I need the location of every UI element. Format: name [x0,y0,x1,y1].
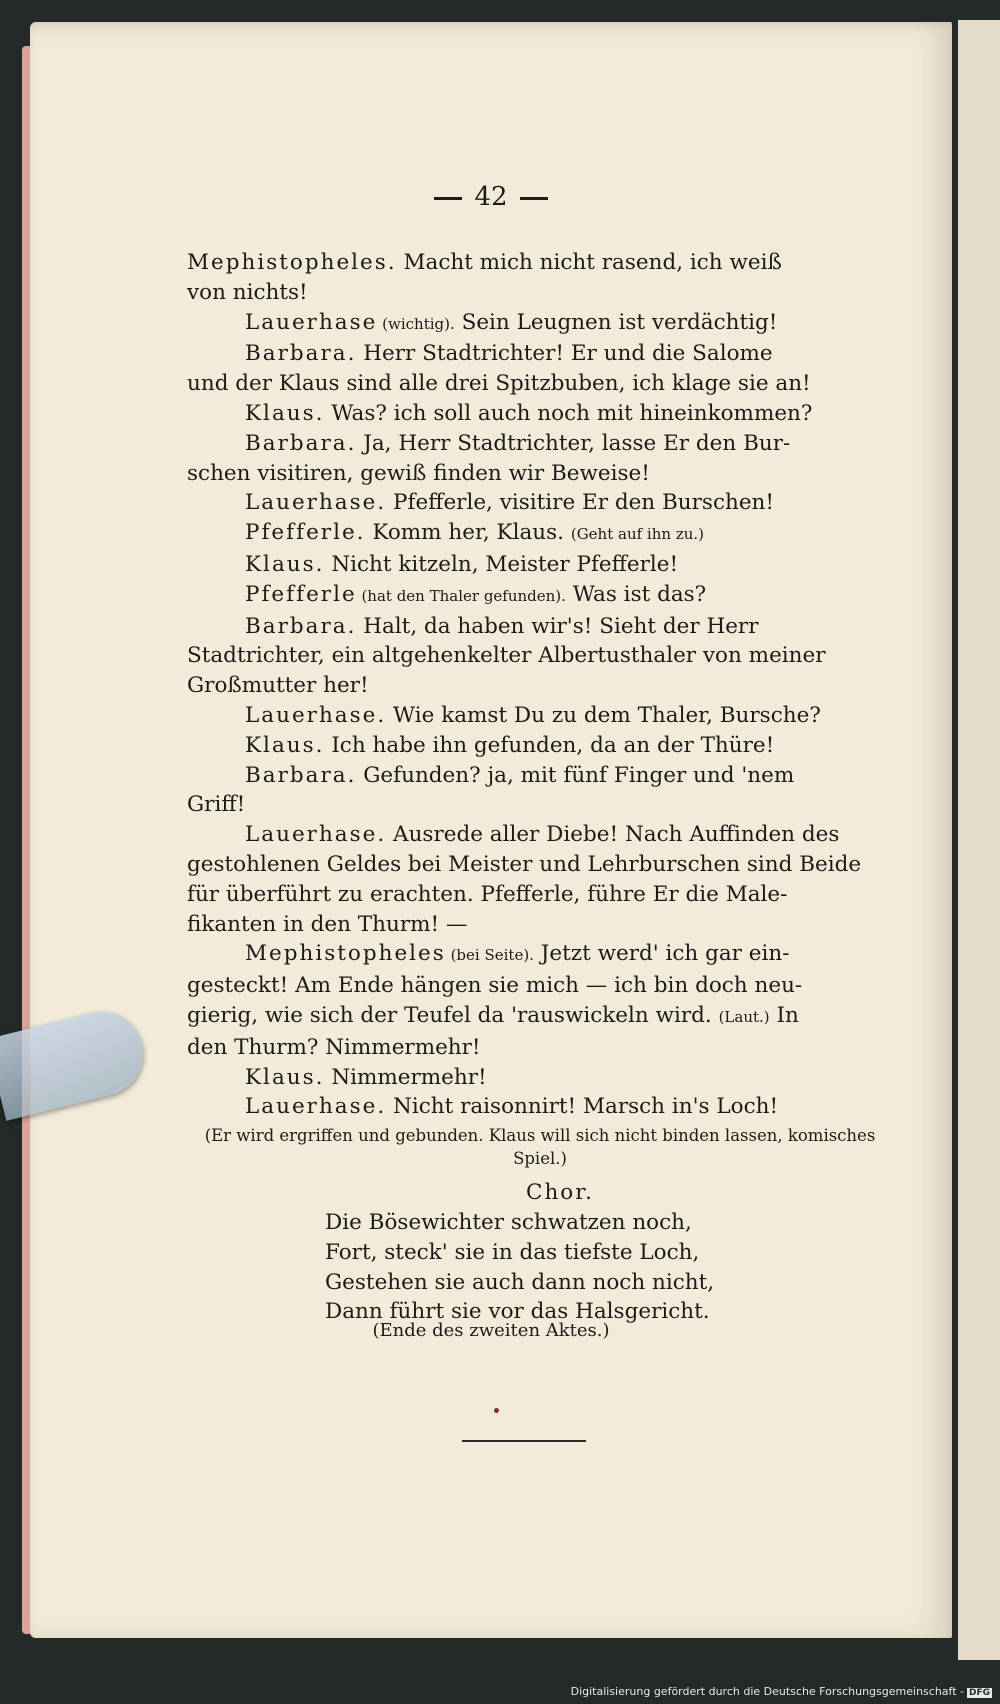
speaker-name: Pfefferle. [245,520,366,546]
speaker-name: Barbara. [245,341,357,367]
verse-line: Gestehen sie auch dann noch nicht, [325,1269,715,1295]
text-line [187,550,893,580]
text-line [187,790,893,820]
line-text: Was? ich soll auch noch mit hineinkommen? [324,400,813,426]
stage-aside: (bei Seite). [445,946,534,965]
speaker-name: Klaus. [245,400,325,426]
text-line [187,429,893,459]
text-line [187,731,893,761]
closing-rule [462,1440,586,1442]
text-line [187,761,893,791]
text-line [187,278,893,308]
end-of-act: (Ende des zweiten Aktes.) [372,1320,610,1341]
dash-left [434,197,462,200]
line-text: Griff! [187,792,246,818]
speaker-name: Barbara. [245,762,357,788]
speaker-name: Pfefferle [245,581,357,607]
text-line [187,939,893,971]
stage-aside: (Laut.) [718,1007,770,1026]
line-text: schen visitiren, gewiß finden wir Beweise! [187,460,650,486]
text-line [187,612,893,642]
speaker-name: Lauerhase. [245,702,387,728]
line-text: Nicht raisonnirt! Marsch in's Loch! [386,1094,779,1120]
text-line [187,369,893,399]
line-text: gesteckt! Am Ende hängen sie mich — ich bin doch neu- [187,973,803,999]
line-text: den Thurm? Nimmermehr! [187,1034,481,1060]
speaker-name: Klaus. [245,551,325,577]
line-text: von nichts! [187,279,308,305]
verse-line: Dann führt sie vor das Halsgericht. [325,1299,710,1325]
speaker-name: Klaus. [245,1064,325,1090]
line-text: Herr Stadtrichter! Er und die Salome [356,341,773,367]
text-line [187,518,893,550]
speaker-name: Lauerhase [245,309,378,335]
dfg-logo: DFG [968,1688,990,1698]
speaker-name: Mephistopheles. [187,250,397,275]
line-text: Nicht kitzeln, Meister Pfefferle! [324,551,679,577]
stage-aside: (wichtig). [377,314,455,333]
speaker-name: Lauerhase. [245,490,387,516]
play-text [187,248,893,1327]
line-text: Gefunden? ja, mit fünf Finger und 'nem [356,762,795,788]
line-text: Wie kamst Du zu dem Thaler, Bursche? [386,702,821,728]
text-line [187,248,893,278]
line-text: für überführt zu erachten. Pfefferle, führe Er die Male- [187,881,788,907]
text-line [187,671,893,701]
text-line [187,820,893,850]
text-line [187,971,893,1001]
text-line [187,339,893,369]
line-text: Ja, Herr Stadtrichter, lasse Er den Bur- [356,430,791,456]
stage-aside: (Geht auf ihn zu.) [570,525,705,544]
next-page-edge [958,20,1000,1660]
line-text: Komm her, Klaus. [365,520,571,546]
stage-aside: (hat den Thaler gefunden). [356,586,566,605]
text-line [187,850,893,880]
line-text: Großmutter her! [187,673,369,699]
chor-heading: Chor. [526,1180,594,1206]
text-line [187,701,893,731]
text-line [187,399,893,429]
dialogue-lines [187,248,893,1122]
book-page [30,22,952,1638]
text-line [187,910,893,940]
verse-line: Fort, steck' sie in das tiefste Loch, [325,1239,700,1265]
speaker-name: Barbara. [245,613,357,639]
speaker-name: Barbara. [245,430,357,456]
speaker-name: Klaus. [245,732,325,758]
line-text: Macht mich nicht rasend, ich weiß [396,250,782,275]
text-line [187,580,893,612]
text-line [187,641,893,671]
line-text: Jetzt werd' ich gar ein- [533,941,790,967]
stage-direction: (Er wird ergriffen und gebunden. Klaus will sich nicht binden lassen, komisches Spiel.) [204,1126,876,1169]
line-text: Halt, da haben wir's! Sieht der Herr [356,613,759,639]
speaker-name: Mephistopheles [245,941,446,967]
ink-dot [494,1408,499,1413]
line-text: Ausrede aller Diebe! Nach Auffinden des [386,822,840,848]
line-text: Nimmermehr! [324,1064,487,1090]
line-text: Stadtrichter, ein altgehenkelter Albertusthaler von meiner [187,643,826,669]
line-text: und der Klaus sind alle drei Spitzbuben, ich klage sie an! [187,371,811,397]
dash-right [520,197,548,200]
line-text: Was ist das? [565,581,707,607]
text-line [187,488,893,518]
verse-line: Die Bösewichter schwatzen noch, [325,1209,692,1235]
text-line [187,1033,893,1063]
text-line [187,308,893,340]
footer-credit: Digitalisierung gefördert durch die Deutsche Forschungsgemeinschaft - DFG [570,1685,990,1698]
text-line [187,1001,893,1033]
page-number: 42 [30,182,952,212]
text-line [187,880,893,910]
line-text: gestohlenen Geldes bei Meister und Lehrburschen sind Beide [187,851,862,877]
line-text: gierig, wie sich der Teufel da 'rauswickeln wird. [187,1002,719,1028]
line-text: In [769,1002,799,1028]
text-line [187,1092,893,1122]
text-line [187,459,893,489]
line-text: fikanten in den Thurm! — [187,911,468,937]
text-line [187,1063,893,1093]
line-text: Sein Leugnen ist verdächtig! [454,309,778,335]
line-text: Ich habe ihn gefunden, da an der Thüre! [324,732,775,758]
speaker-name: Lauerhase. [245,822,387,848]
page-edge [22,46,30,1634]
speaker-name: Lauerhase. [245,1094,387,1120]
line-text: Pfefferle, visitire Er den Burschen! [386,490,775,516]
